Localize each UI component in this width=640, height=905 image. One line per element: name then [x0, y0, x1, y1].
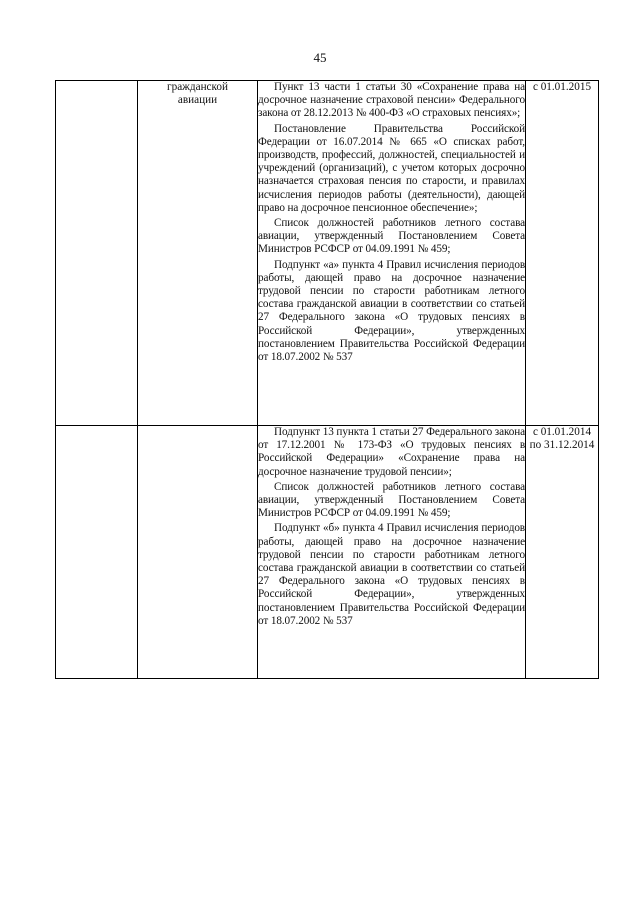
basis-paragraph: Пункт 13 части 1 статьи 30 «Сохранение права на досрочное назначение страховой пенсии» Федерального закона от 28.12.2013 № 400-ФЗ «О страховых пенсиях»; — [258, 81, 525, 120]
period-end: по 31.12.2014 — [529, 439, 595, 452]
basis-paragraph: Список должностей работников летного состава авиации, утвержденный Постановлением Совета Министров РСФСР от 04.09.1991 № 459; — [258, 480, 525, 520]
legal-basis-cell — [258, 426, 526, 679]
table-row — [56, 426, 599, 679]
legal-basis-cell — [258, 81, 526, 426]
table-row — [56, 81, 599, 426]
basis-paragraph: Постановление Правительства Российской Федерации от 16.07.2014 № 665 «О списках работ, производств, профессий, должностей, специальностей и учреждений (организаций), с учетом которых досрочно назначается страховая пенсия по старости, и правилах исчисления периодов работы (деятельности), дающей право на досрочное пенсионное обеспечение»; — [258, 122, 525, 214]
period-cell — [526, 81, 599, 426]
period-start: с 01.01.2014 — [532, 426, 592, 438]
row-number-cell — [56, 426, 138, 679]
basis-paragraph: Подпункт «б» пункта 4 Правил исчисления периодов работы, дающей право на досрочное назначение трудовой пенсии по старости работникам летного состава гражданской авиации в соответствии со статьей 27 Федерального закона «О трудовых пенсиях в Российской Федерации», утвержденных постановлением Правительства Российской Федерации от 18.07.2002 № 537 — [258, 522, 525, 627]
row-number-cell — [56, 81, 138, 426]
basis-paragraph: Подпункт «а» пункта 4 Правил исчисления периодов работы, дающей право на досрочное назначение трудовой пенсии по старости работникам летного состава гражданской авиации в соответствии со статьей 27 Федерального закона «О трудовых пенсиях в Российской Федерации», утвержденных постановлением Правительства Российской Федерации от 18.07.2002 № 537 — [258, 258, 525, 364]
page-number: 45 — [313, 50, 327, 65]
basis-paragraph: Список должностей работников летного состава авиации, утвержденный Постановлением Совета Министров РСФСР от 04.09.1991 № 459; — [258, 217, 525, 256]
category-text: гражданской авиации — [167, 81, 228, 107]
pension-table — [55, 80, 599, 679]
period-cell — [526, 426, 599, 679]
category-cell — [138, 426, 258, 679]
period-start: с 01.01.2015 — [532, 81, 592, 93]
basis-paragraph: Подпункт 13 пункта 1 статьи 27 Федерального закона от 17.12.2001 № 173-ФЗ «О трудовых пенсиях в Российской Федерации» «Сохранение права на досрочное назначение трудовой пенсии»; — [258, 426, 525, 478]
category-cell — [138, 81, 258, 426]
